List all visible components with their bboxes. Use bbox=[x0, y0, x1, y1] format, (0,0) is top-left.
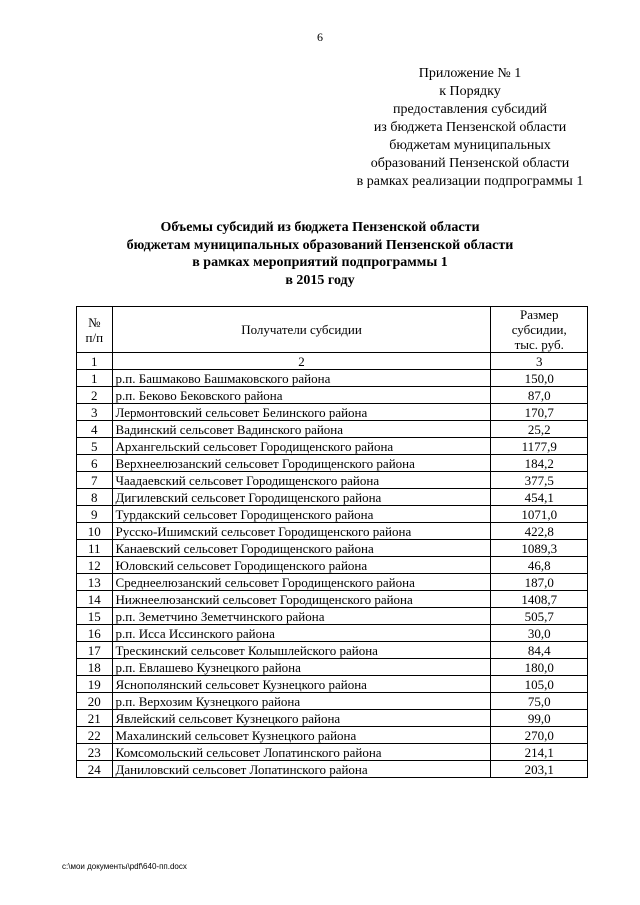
row-number: 4 bbox=[77, 421, 113, 438]
subsidy-amount: 377,5 bbox=[491, 472, 588, 489]
title-line: в рамках мероприятий подпрограммы 1 bbox=[192, 255, 448, 270]
subsidy-amount: 1089,3 bbox=[491, 540, 588, 557]
appendix-line: к Порядку bbox=[439, 84, 501, 99]
recipient-name: Среднеелюзанский сельсовет Городищенского района bbox=[112, 574, 491, 591]
row-number: 23 bbox=[77, 744, 113, 761]
recipient-name: Дигилевский сельсовет Городищенского района bbox=[112, 489, 491, 506]
subsidy-amount: 105,0 bbox=[491, 676, 588, 693]
recipient-name: р.п. Исса Иссинского района bbox=[112, 625, 491, 642]
table-row bbox=[77, 455, 588, 472]
subsidy-amount: 454,1 bbox=[491, 489, 588, 506]
recipient-name: Вадинский сельсовет Вадинского района bbox=[112, 421, 491, 438]
row-number: 8 bbox=[77, 489, 113, 506]
table-row bbox=[77, 676, 588, 693]
subsidy-amount: 270,0 bbox=[491, 727, 588, 744]
row-number: 1 bbox=[77, 370, 113, 387]
row-number: 22 bbox=[77, 727, 113, 744]
row-number: 18 bbox=[77, 659, 113, 676]
row-number: 14 bbox=[77, 591, 113, 608]
recipient-name: Чаадаевский сельсовет Городищенского района bbox=[112, 472, 491, 489]
table-row bbox=[77, 472, 588, 489]
table-row bbox=[77, 489, 588, 506]
table-row bbox=[77, 591, 588, 608]
header-num-line: п/п bbox=[85, 329, 104, 345]
recipient-name: Даниловский сельсовет Лопатинского района bbox=[112, 761, 491, 778]
appendix-line: Приложение № 1 bbox=[418, 66, 522, 81]
subsidy-amount: 184,2 bbox=[491, 455, 588, 472]
title-line: Объемы субсидий из бюджета Пензенской области bbox=[160, 220, 480, 235]
header-amount-line: тыс. руб. bbox=[514, 337, 564, 352]
appendix-line: предоставления субсидий bbox=[392, 102, 548, 117]
table-row bbox=[77, 642, 588, 659]
document-title bbox=[0, 219, 640, 289]
subsidy-amount: 87,0 bbox=[491, 387, 588, 404]
recipient-name: р.п. Беково Бековского района bbox=[112, 387, 491, 404]
row-number: 21 bbox=[77, 710, 113, 727]
subsidy-amount: 46,8 bbox=[491, 557, 588, 574]
recipient-name: р.п. Земетчино Земетчинского района bbox=[112, 608, 491, 625]
recipient-name: Махалинский сельсовет Кузнецкого района bbox=[112, 727, 491, 744]
subsidy-amount: 1408,7 bbox=[491, 591, 588, 608]
subsidy-amount: 170,7 bbox=[491, 404, 588, 421]
subsidy-amount: 1071,0 bbox=[491, 506, 588, 523]
header-num bbox=[77, 307, 113, 353]
index-cell: 3 bbox=[491, 353, 588, 370]
row-number: 15 bbox=[77, 608, 113, 625]
recipient-name: Юловский сельсовет Городищенского района bbox=[112, 557, 491, 574]
index-cell: 1 bbox=[77, 353, 113, 370]
table-row bbox=[77, 710, 588, 727]
subsidy-amount: 214,1 bbox=[491, 744, 588, 761]
row-number: 17 bbox=[77, 642, 113, 659]
recipient-name: р.п. Верхозим Кузнецкого района bbox=[112, 693, 491, 710]
row-number: 5 bbox=[77, 438, 113, 455]
table-row bbox=[77, 523, 588, 540]
table-row bbox=[77, 506, 588, 523]
table-row bbox=[77, 438, 588, 455]
table-row bbox=[77, 693, 588, 710]
row-number: 3 bbox=[77, 404, 113, 421]
subsidy-amount: 25,2 bbox=[491, 421, 588, 438]
recipient-name: р.п. Евлашево Кузнецкого района bbox=[112, 659, 491, 676]
row-number: 2 bbox=[77, 387, 113, 404]
recipient-name: Лермонтовский сельсовет Белинского района bbox=[112, 404, 491, 421]
appendix-line: бюджетам муниципальных bbox=[389, 138, 551, 153]
column-index-row bbox=[77, 353, 588, 370]
index-cell: 2 bbox=[112, 353, 491, 370]
header-recipient: Получатели субсидии bbox=[112, 307, 491, 353]
header-amount-line: субсидии, bbox=[511, 322, 567, 337]
table-row bbox=[77, 421, 588, 438]
subsidy-amount: 99,0 bbox=[491, 710, 588, 727]
row-number: 10 bbox=[77, 523, 113, 540]
recipient-name: Нижнеелюзанский сельсовет Городищенского района bbox=[112, 591, 491, 608]
table-row bbox=[77, 557, 588, 574]
appendix-line: образований Пензенской области bbox=[370, 156, 570, 171]
table-row bbox=[77, 761, 588, 778]
table-row bbox=[77, 540, 588, 557]
recipient-name: Яснополянский сельсовет Кузнецкого района bbox=[112, 676, 491, 693]
table-row bbox=[77, 387, 588, 404]
file-path-footer: c:\мои документы\pdf\640-пп.docx bbox=[62, 862, 187, 871]
recipient-name: Канаевский сельсовет Городищенского района bbox=[112, 540, 491, 557]
subsidy-amount: 30,0 bbox=[491, 625, 588, 642]
recipient-name: Явлейский сельсовет Кузнецкого района bbox=[112, 710, 491, 727]
recipient-name: Турдакский сельсовет Городищенского района bbox=[112, 506, 491, 523]
subsidy-amount: 75,0 bbox=[491, 693, 588, 710]
row-number: 20 bbox=[77, 693, 113, 710]
subsidy-table bbox=[76, 306, 588, 778]
header-amount-line: Размер bbox=[520, 307, 559, 322]
table-row bbox=[77, 744, 588, 761]
table-row bbox=[77, 659, 588, 676]
appendix-line: в рамках реализации подпрограммы 1 bbox=[356, 174, 584, 189]
row-number: 13 bbox=[77, 574, 113, 591]
subsidy-amount: 187,0 bbox=[491, 574, 588, 591]
table-row bbox=[77, 574, 588, 591]
header-num-line: № bbox=[88, 314, 101, 330]
appendix-line: из бюджета Пензенской области bbox=[373, 120, 567, 135]
row-number: 7 bbox=[77, 472, 113, 489]
subsidy-amount: 505,7 bbox=[491, 608, 588, 625]
row-number: 12 bbox=[77, 557, 113, 574]
row-number: 11 bbox=[77, 540, 113, 557]
page-number: 6 bbox=[317, 30, 323, 44]
subsidy-amount: 1177,9 bbox=[491, 438, 588, 455]
subsidy-amount: 422,8 bbox=[491, 523, 588, 540]
appendix-header bbox=[315, 65, 625, 191]
table-row bbox=[77, 625, 588, 642]
header-amount bbox=[491, 307, 588, 353]
subsidy-amount: 84,4 bbox=[491, 642, 588, 659]
title-line: бюджетам муниципальных образований Пензенской области bbox=[126, 237, 514, 253]
recipient-name: Архангельский сельсовет Городищенского района bbox=[112, 438, 491, 455]
title-line: в 2015 году bbox=[285, 272, 355, 288]
table-row bbox=[77, 608, 588, 625]
row-number: 6 bbox=[77, 455, 113, 472]
subsidy-amount: 180,0 bbox=[491, 659, 588, 676]
recipient-name: Верхнеелюзанский сельсовет Городищенского района bbox=[112, 455, 491, 472]
subsidy-amount: 203,1 bbox=[491, 761, 588, 778]
recipient-name: Русско-Ишимский сельсовет Городищенского района bbox=[112, 523, 491, 540]
table-header-row bbox=[77, 307, 588, 353]
subsidy-amount: 150,0 bbox=[491, 370, 588, 387]
table-row bbox=[77, 404, 588, 421]
row-number: 16 bbox=[77, 625, 113, 642]
recipient-name: Комсомольский сельсовет Лопатинского района bbox=[112, 744, 491, 761]
recipient-name: Трескинский сельсовет Колышлейского района bbox=[112, 642, 491, 659]
row-number: 24 bbox=[77, 761, 113, 778]
table-row bbox=[77, 370, 588, 387]
row-number: 9 bbox=[77, 506, 113, 523]
table-row bbox=[77, 727, 588, 744]
row-number: 19 bbox=[77, 676, 113, 693]
recipient-name: р.п. Башмаково Башмаковского района bbox=[112, 370, 491, 387]
